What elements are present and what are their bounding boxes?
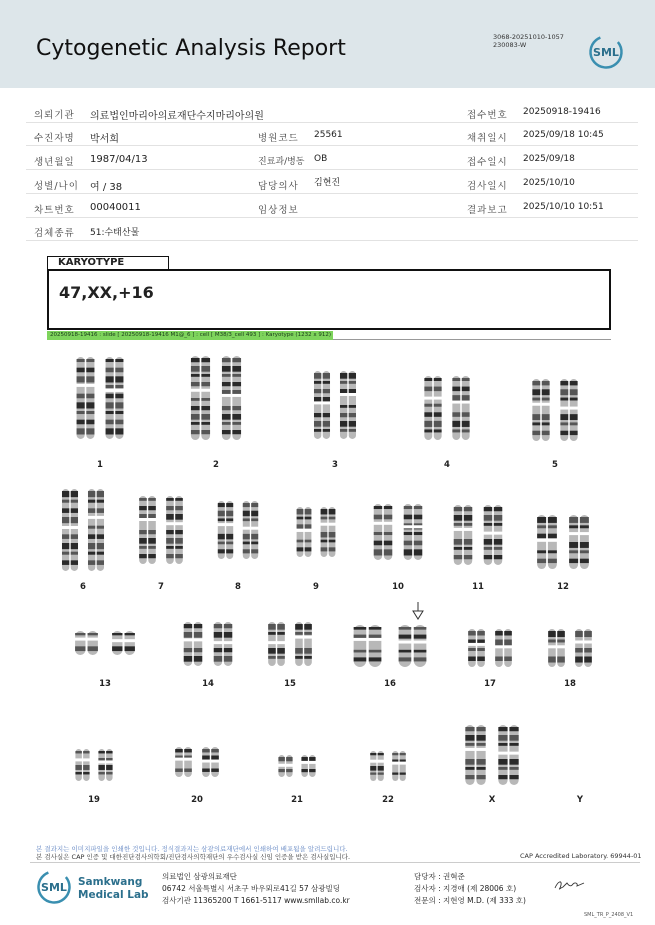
staff-specialist: 전문의 : 지현영 M.D. (제 333 호) xyxy=(414,896,526,905)
examinee-label: 수진자명 xyxy=(34,133,75,144)
chromosome-pair-21 xyxy=(274,754,320,782)
chromosome-pair-1 xyxy=(71,356,129,444)
report-title: Cytogenetic Analysis Report xyxy=(36,36,346,61)
brand-name-line-1: Samkwang xyxy=(78,876,143,888)
hospital-code-label: 병원코드 xyxy=(258,133,299,144)
receipt-date-label: 접수일시 xyxy=(467,157,508,168)
chromosome-label-8: 8 xyxy=(235,582,241,592)
form-code: SML_TR_P_2408_V1 xyxy=(584,912,634,918)
karyotype-value: 47,XX,+16 xyxy=(59,283,154,302)
sml-logo-text: SML xyxy=(593,46,619,59)
sml-logo xyxy=(588,34,624,70)
chromosome-label-1: 1 xyxy=(97,460,103,470)
signature xyxy=(553,878,587,892)
reference-line-1: 3068-20251010-1057 xyxy=(493,33,564,41)
chromosome-pair-18 xyxy=(543,628,597,672)
chromosome-pair-22 xyxy=(366,750,410,786)
sex-age-value: 여 / 38 xyxy=(90,182,123,193)
chromosome-label-17: 17 xyxy=(484,679,496,689)
info-row-examinee xyxy=(26,123,638,146)
specimen-label: 검체종류 xyxy=(34,228,75,239)
examinee-value: 박서희 xyxy=(90,134,119,145)
slide-info-bar: 20250918-19416 : slide [ 20250918-19416 M1@_6 ] : cell [ M38/3_cell 493 ] : Karyotype (1232 x 912) xyxy=(47,331,333,340)
chromosome-label-7: 7 xyxy=(158,582,164,592)
doctor-label: 담당의사 xyxy=(258,181,299,192)
info-row-sex-age xyxy=(26,171,638,194)
chromosome-label-12: 12 xyxy=(557,582,569,592)
chromosome-pair-X xyxy=(459,724,525,790)
chromosome-pair-11 xyxy=(448,504,508,570)
chromosome-label-11: 11 xyxy=(472,582,484,592)
karyotype-box xyxy=(47,269,611,330)
chromosome-label-18: 18 xyxy=(564,679,576,689)
lab-contact: 검사기관 11365200 T 1661-5117 www.smllab.co.kr xyxy=(162,896,350,905)
chromosome-pair-13 xyxy=(68,630,142,660)
chromosome-pair-19 xyxy=(71,748,117,786)
chromosome-label-16: 16 xyxy=(384,679,396,689)
chromosome-label-14: 14 xyxy=(202,679,214,689)
test-date-value: 2025/10/10 xyxy=(523,178,575,188)
result-label: 결과보고 xyxy=(467,205,508,216)
chromosome-label-X: X xyxy=(488,795,496,805)
chromosome-pair-9 xyxy=(292,506,340,562)
chromosome-label-10: 10 xyxy=(392,582,404,592)
info-row-specimen xyxy=(26,218,638,241)
reference-line-2: 230083-W xyxy=(493,41,527,49)
receipt-no-label: 접수번호 xyxy=(467,110,508,121)
chromosome-label-19: 19 xyxy=(88,795,100,805)
cap-accreditation: CAP Accredited Laboratory. 69944-01 xyxy=(520,852,642,860)
info-row-dob xyxy=(26,147,638,170)
chromosome-pair-8 xyxy=(213,500,263,564)
chromosome-pair-17 xyxy=(463,628,517,672)
dob-label: 생년월일 xyxy=(34,157,75,168)
dob-value: 1987/04/13 xyxy=(90,154,148,165)
chromosome-pair-4 xyxy=(419,375,475,445)
karyotype-tab: KARYOTYPE xyxy=(47,256,169,270)
footer-sml-logo xyxy=(36,869,72,905)
chromosome-pair-14 xyxy=(178,621,238,671)
chromosome-pair-5 xyxy=(527,378,583,446)
chromosome-pair-7 xyxy=(134,495,188,569)
chromosome-label-6: 6 xyxy=(80,582,86,592)
chart-no-label: 차트번호 xyxy=(34,205,75,216)
chromosome-label-9: 9 xyxy=(313,582,319,592)
chromosome-pair-12 xyxy=(531,514,595,574)
chromosome-label-Y: Y xyxy=(576,795,584,805)
info-row-chart xyxy=(26,195,638,218)
dept-value: OB xyxy=(314,154,328,164)
chromosome-pair-15 xyxy=(263,621,317,671)
collection-label: 채취일시 xyxy=(467,133,508,144)
foundation-name: 의료법인 삼광의료재단 xyxy=(162,872,237,881)
staff-tester: 검사자 : 지경애 (제 28006 호) xyxy=(414,884,517,893)
chromosome-label-3: 3 xyxy=(332,460,338,470)
receipt-no-value: 20250918-19416 xyxy=(523,107,601,117)
chromosome-pair-16 xyxy=(345,624,435,672)
chart-no-value: 00040011 xyxy=(90,202,141,213)
chromosome-pair-20 xyxy=(170,746,224,782)
report-reference xyxy=(493,33,564,49)
foundation-address: 06742 서울특별시 서초구 바우뫼로41길 57 삼광빌딩 xyxy=(162,884,341,893)
footer-divider xyxy=(30,862,640,863)
info-row-institution xyxy=(26,100,638,123)
chromosome-pair-6 xyxy=(57,488,109,576)
doctor-value: 김현진 xyxy=(314,178,341,188)
chromosome-label-5: 5 xyxy=(552,460,558,470)
slide-divider xyxy=(333,339,611,340)
chromosome-label-2: 2 xyxy=(213,460,219,470)
receipt-date-value: 2025/09/18 xyxy=(523,154,575,164)
institution-label: 의뢰기관 xyxy=(34,110,75,121)
staff-in-charge: 담당자 : 권혁준 xyxy=(414,872,465,881)
institution-value: 의료법인마리아의료재단수지마리아의원 xyxy=(90,111,264,122)
chromosome-pair-3 xyxy=(309,370,361,444)
chromosome-label-21: 21 xyxy=(291,795,303,805)
trisomy-arrow-icon xyxy=(412,602,424,620)
image-print-notice: 본 결과지는 이미지파일을 인쇄한 것입니다. 정식결과지는 삼광의료재단에서 인쇄하여 배포됨을 알려드립니다. xyxy=(36,845,348,853)
chromosome-pair-10 xyxy=(368,503,428,565)
chromosome-pair-2 xyxy=(185,355,247,445)
lab-certification: 본 검사실은 CAP 인증 및 대한진단검사의학회/진단검사의학재단의 우수검사실 신임 인증을 받은 검사실입니다. xyxy=(36,853,351,861)
footer-logo-text: SML xyxy=(41,881,67,894)
chromosome-label-4: 4 xyxy=(444,460,450,470)
chromosome-label-20: 20 xyxy=(191,795,203,805)
specimen-value: 51:수태산물 xyxy=(90,228,140,238)
chromosome-label-22: 22 xyxy=(382,795,394,805)
hospital-code-value: 25561 xyxy=(314,130,343,140)
clinical-info-label: 임상정보 xyxy=(258,205,299,216)
report-header xyxy=(0,0,655,88)
test-date-label: 검사일시 xyxy=(467,181,508,192)
sex-age-label: 성별/나이 xyxy=(34,181,79,192)
chromosome-label-13: 13 xyxy=(99,679,111,689)
dept-label: 진료과/병동 xyxy=(258,157,305,167)
brand-name-line-2: Medical Lab xyxy=(78,889,149,901)
chromosome-label-15: 15 xyxy=(284,679,296,689)
collection-value: 2025/09/18 10:45 xyxy=(523,130,604,140)
result-value: 2025/10/10 10:51 xyxy=(523,202,604,212)
